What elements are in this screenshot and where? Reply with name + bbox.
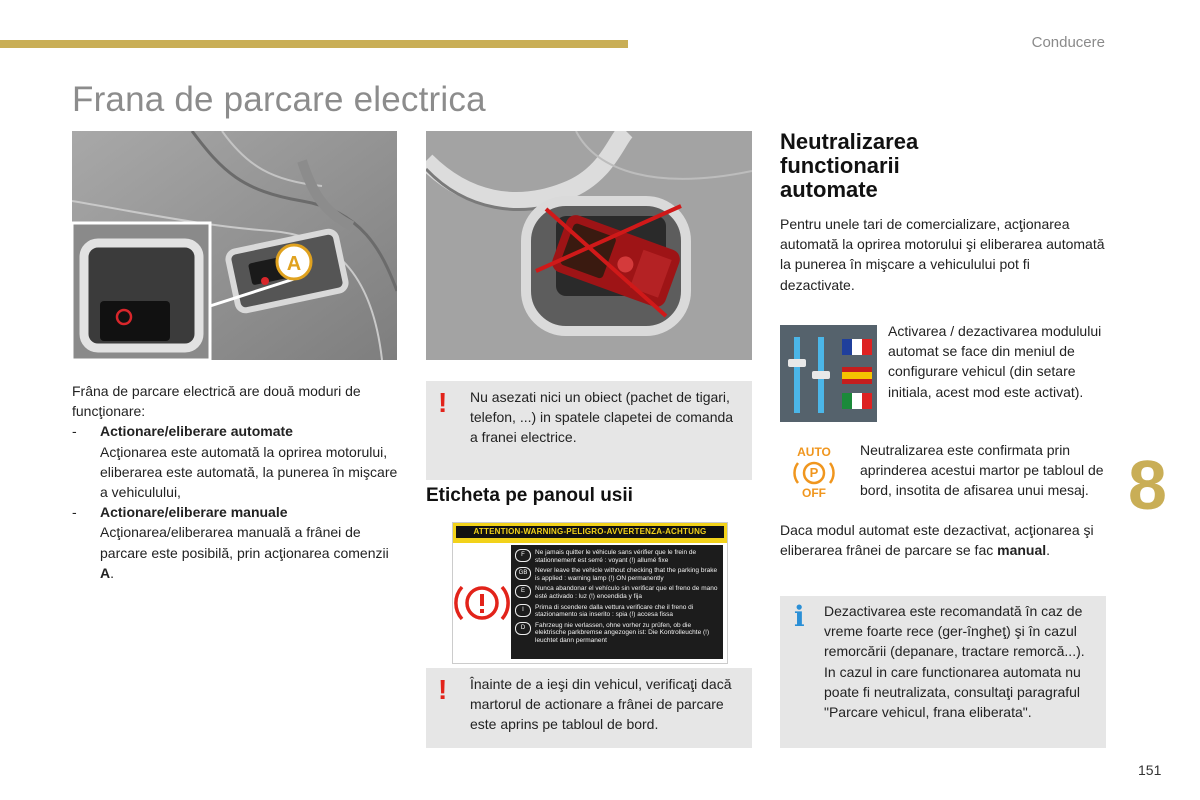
label-row-text: Fahrzeug nie verlassen, ohne vorher zu prüfen, ob die elektrische parkbremse angezogen ist: Die Kontrolleuchte (!) leuchtet dann permanent bbox=[535, 621, 710, 644]
config-menu-text: Activarea / dezactivarea modulului automat se face din meniul de configurare vehicul (din setare initiala, acest mod este activat). bbox=[888, 323, 1102, 400]
label-row-text: Never leave the vehicle without checking that the parking brake is applied : warning lamp (!) ON permanently bbox=[535, 567, 718, 582]
info-text: Dezactivarea este recomandată în caz de vreme foarte rece (ger-îngheţ) şi în cazul remorcării (depanare, tractare remorcă...). In cazul in care functionarea automata nu poate fi neutralizata, consultaţi paragraful "Parcare vehicul, frana eliberata". bbox=[824, 603, 1085, 721]
phone-crossed-illustration bbox=[426, 131, 752, 360]
config-menu-image bbox=[780, 325, 877, 422]
label-symbol-area bbox=[453, 543, 511, 663]
page-number: 151 bbox=[1138, 762, 1162, 778]
manual-mode-text bbox=[72, 522, 402, 583]
warning-text-check-lamp: Înainte de a ieşi din vehicul, verificaţi dacă martorul de actionare a frânei de parcare este aprins pe tabloul de bord. bbox=[470, 676, 732, 733]
manual-mode-title: Actionare/eliberare manuale bbox=[100, 504, 288, 521]
parking-brake-switch-illustration bbox=[72, 131, 397, 360]
lang-code-badge: F bbox=[515, 549, 531, 562]
lang-code-badge: D bbox=[515, 622, 531, 635]
label-row-d bbox=[515, 622, 719, 645]
auto-off-p-letter: P bbox=[809, 465, 819, 480]
auto-off-label-top: AUTO bbox=[797, 445, 831, 459]
list-dash: - bbox=[72, 504, 77, 521]
manual-mode-text-main: Acţionarea/eliberarea manuală a frânei de parcare este posibilă, prin acţionarea comenzii bbox=[100, 524, 389, 561]
manual-mode-paragraph-main: Daca modul automat este dezactivat, acţionarea şi eliberarea frânei de parcare se fac bbox=[780, 522, 1094, 559]
page-title: Frana de parcare electrica bbox=[72, 80, 486, 119]
section-name: Conducere bbox=[1031, 34, 1105, 51]
manual-mode-paragraph bbox=[780, 520, 1106, 560]
manual-mode-paragraph-end: . bbox=[1046, 542, 1051, 559]
auto-p-off-warning-icon bbox=[786, 446, 842, 512]
label-banner-text: ATTENTION-WARNING-PELIGRO-AVVERTENZA-ACHTUNG bbox=[456, 526, 724, 538]
neutralization-heading: Neutralizarea functionarii automate bbox=[780, 129, 919, 202]
warning-text-objects: Nu asezati nici un obiect (pachet de tigari, telefon, ...) in spatele clapetei de comanda a franei electrice. bbox=[470, 389, 734, 446]
lang-code-badge: E bbox=[515, 585, 531, 598]
list-dash: - bbox=[72, 423, 77, 440]
automatic-mode-title: Actionare/eliberare automate bbox=[100, 423, 293, 440]
intro-paragraph: Frâna de parcare electrică are două moduri de funcţionare: bbox=[72, 383, 361, 420]
lang-code-badge: I bbox=[515, 604, 531, 617]
auto-off-label-bottom: OFF bbox=[802, 486, 826, 500]
warning-exclamation-icon: ! bbox=[438, 674, 448, 705]
label-row-gb bbox=[515, 567, 719, 582]
photo-no-object-behind-switch bbox=[426, 131, 752, 360]
confirm-text: Neutralizarea este confirmata prin aprinderea acestui martor pe tabloul de bord, insotita de afisarea unui mesaj. bbox=[860, 442, 1104, 499]
neutralization-intro: Pentru unele tari de comercializare, acţionarea automată la oprirea motorului şi eliberarea automată la punerea în mişcare a vehiculului pot fi dezactivate. bbox=[780, 216, 1105, 293]
chapter-number: 8 bbox=[1128, 446, 1167, 524]
auto-off-p-symbol bbox=[786, 459, 842, 487]
warning-box-check-lamp bbox=[426, 668, 752, 748]
automatic-mode-text: Acţionarea este automată la oprirea motorului, eliberarea este automată, la punerea în mişcare a vehiculului, bbox=[100, 443, 398, 501]
header-accent-bar bbox=[0, 40, 628, 48]
door-warning-label bbox=[452, 522, 728, 664]
label-banner bbox=[453, 523, 727, 543]
door-label-heading: Eticheta pe panoul usii bbox=[426, 485, 633, 506]
left-column-text bbox=[72, 381, 402, 583]
lang-code-badge: GB bbox=[515, 567, 531, 580]
manual-mode-paragraph-bold: manual bbox=[997, 542, 1047, 559]
label-row-i bbox=[515, 604, 719, 619]
manual-mode-text-end: . bbox=[110, 564, 115, 581]
list-item-manual bbox=[72, 502, 402, 522]
label-text-area bbox=[511, 545, 723, 659]
label-row-f bbox=[515, 549, 719, 564]
warning-exclamation-icon: ! bbox=[438, 387, 448, 418]
label-row-text: Nunca abandonar el vehículo sin verificar que el freno de mano esté activado : luz (!) encendida y fija bbox=[535, 585, 718, 600]
label-row-e bbox=[515, 585, 719, 600]
callout-a-badge: A bbox=[286, 253, 302, 275]
photo-parking-brake-switch bbox=[72, 131, 397, 360]
label-row-text: Prima di scendere dalla vettura verificare che il freno di stazionamento sia inserito : spia (!) accesa fissa bbox=[535, 603, 694, 619]
info-icon: i bbox=[794, 600, 805, 633]
list-item-automatic bbox=[72, 421, 402, 441]
manual-mode-control-ref: A bbox=[100, 564, 111, 581]
info-box-recommendation bbox=[780, 596, 1106, 748]
warning-box-objects bbox=[426, 381, 752, 480]
parking-brake-warning-icon bbox=[453, 543, 511, 663]
config-sliders-flags-icon bbox=[780, 325, 877, 422]
label-row-text: Ne jamais quitter le véhicule sans vérifier que le frein de stationnement est serré : voyant (!) allumé fixe bbox=[535, 549, 697, 564]
